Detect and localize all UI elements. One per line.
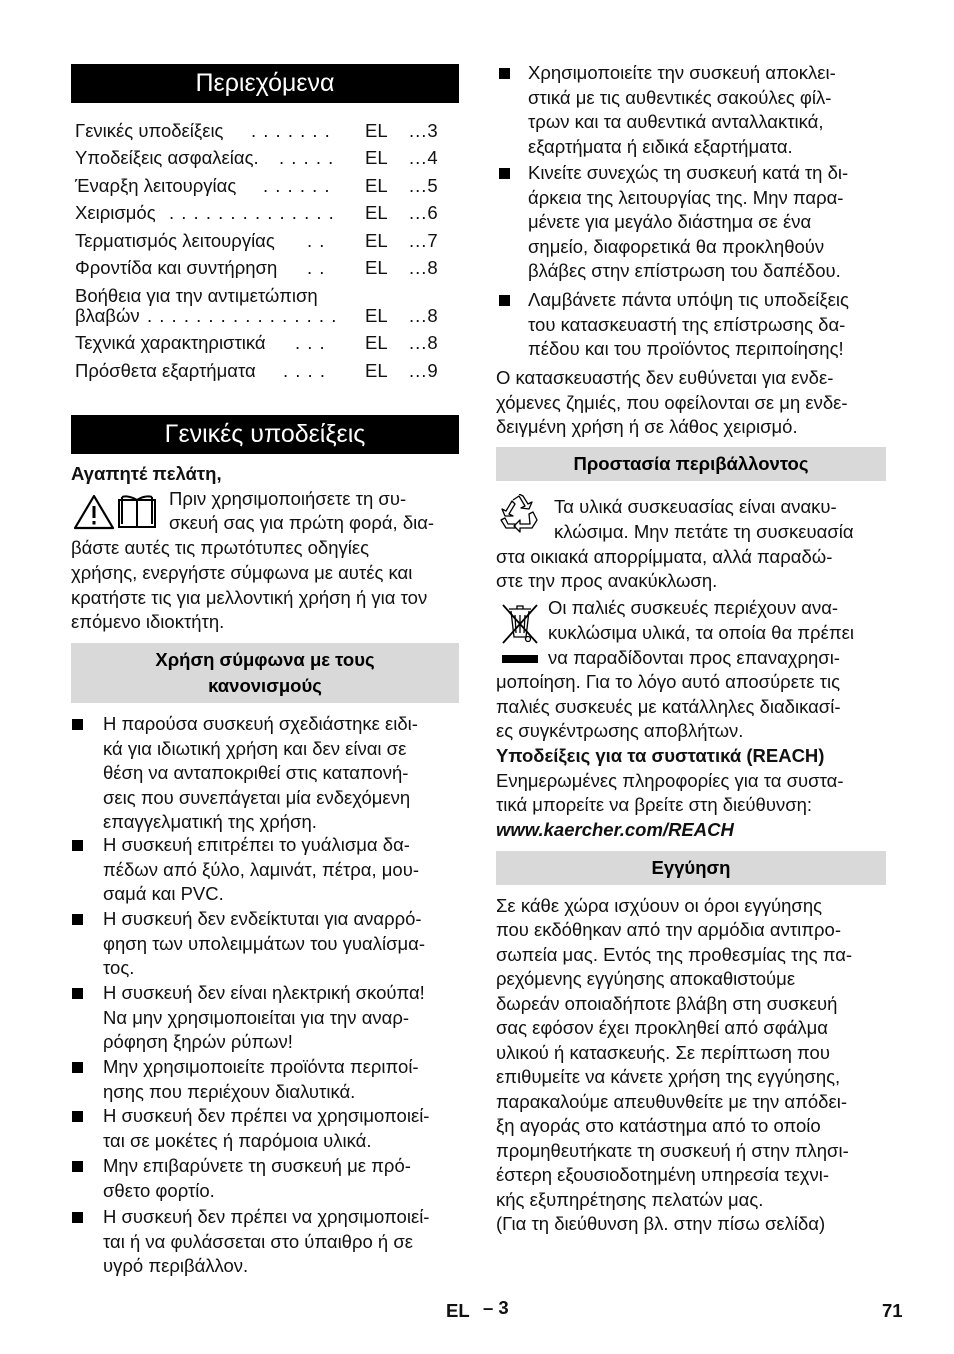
- warranty-line: (Για τη διεύθυνση βλ. στην πίσω σελίδα): [496, 1213, 826, 1234]
- environment-heading: Προστασία περιβάλλοντος: [496, 447, 886, 481]
- recycle-line: Τα υλικά συσκευασίας είναι ανακυ-: [554, 496, 837, 517]
- bullet-marker-icon: [72, 719, 83, 730]
- toc-entry[interactable]: Υποδείξεις ασφαλείας. . . . . . EL ...4: [75, 147, 439, 168]
- warranty-line: ξη αγοράς στο κατάστημα από το οποίο: [496, 1115, 821, 1136]
- reach-link[interactable]: www.kaercher.com/REACH: [496, 819, 734, 840]
- intro-line: Πριν χρησιμοποιήσετε τη συ-: [169, 488, 407, 509]
- bullet-marker-icon: [72, 988, 83, 999]
- weee-line: κυκλώσιμα υλικά, τα οποία θα πρέπει: [548, 622, 854, 643]
- footer-section-page: – 3: [483, 1297, 509, 1318]
- intro-line: σκευή σας για πρώτη φορά, δια-: [169, 512, 435, 533]
- warranty-line: σωπεία μας. Εντός της προθεσμίας της πα-: [496, 944, 853, 965]
- warranty-line: Σε κάθε χώρα ισχύουν οι όροι εγγύησης: [496, 895, 823, 916]
- recycle-line: στε την προς ανακύκλωση.: [496, 570, 718, 591]
- weee-line: παλιές συσκευές με κατάλληλες διαδικασί-: [496, 696, 841, 717]
- liability-line: Ο κατασκευαστής δεν ευθύνεται για ενδε-: [496, 367, 834, 388]
- toc-heading: Περιεχόμενα: [71, 64, 459, 103]
- reach-line: τικά μπορείτε να βρείτε στη διεύθυνση:: [496, 794, 813, 815]
- proper-use-heading: Χρήση σύμφωνα με τους κανονισμούς: [71, 643, 459, 703]
- toc-entry[interactable]: Τερματισμός λειτουργίας . . EL ...7: [75, 230, 439, 251]
- toc-entry[interactable]: Φροντίδα και συντήρηση . . EL ...8: [75, 257, 439, 278]
- warranty-heading: Εγγύηση: [496, 851, 886, 885]
- recycle-icon: [498, 494, 540, 534]
- warranty-line: παρακαλούμε απευθυνθείτε με την απόδει-: [496, 1091, 847, 1112]
- warranty-line: που εκδόθηκαν από την αρμόδια αντιπρο-: [496, 919, 841, 940]
- general-notes-heading: Γενικές υποδείξεις: [71, 415, 459, 454]
- toc-entry[interactable]: Έναρξη λειτουργίας . . . . . . EL ...5: [75, 175, 439, 196]
- warning-manual-icon: [73, 494, 159, 530]
- weee-line: ες συγκέντρωσης αποβλήτων.: [496, 720, 744, 741]
- intro-line: κρατήστε τις για μελλοντική χρήση ή για τον: [71, 587, 428, 608]
- warranty-line: προμηθευτήκατε τη συσκευή ή στην πλησι-: [496, 1140, 849, 1161]
- reach-heading: Υποδείξεις για τα συστατικά (REACH): [496, 745, 825, 766]
- toc-entry[interactable]: Τεχνικά χαρακτηριστικά . . . EL ...8: [75, 332, 439, 353]
- liability-line: χόμενες ζημιές, που οφείλονται σε μη ενδε-: [496, 392, 848, 413]
- warranty-line: σας εφόσον έχει προκληθεί από σφάλμα: [496, 1017, 829, 1038]
- bullet-marker-icon: [72, 1161, 83, 1172]
- toc-entry[interactable]: Πρόσθετα εξαρτήματα . . . . EL ...9: [75, 360, 439, 381]
- intro-line: βάστε αυτές τις πρωτότυπες οδηγίες: [71, 537, 370, 558]
- warranty-line: δωρεάν οποιαδήποτε βλάβη στη συσκευή: [496, 993, 838, 1014]
- intro-line: χρήσης, ενεργήστε σύμφωνα με αυτές και: [71, 562, 413, 583]
- toc-entry[interactable]: βλαβών . . . . . . . . . . . . . . . . EL ...8: [75, 305, 439, 326]
- toc-entry-title-line1[interactable]: Βοήθεια για την αντιμετώπιση: [75, 285, 318, 306]
- footer-language: EL: [446, 1300, 470, 1321]
- reach-line: Ενημερωμένες πληροφορίες για τα συστα-: [496, 770, 844, 791]
- warranty-line: υλικού ή κατασκευής. Σε περίπτωση που: [496, 1042, 830, 1063]
- greeting: Αγαπητέ πελάτη,: [71, 463, 222, 484]
- weee-line: Οι παλιές συσκευές περιέχουν ανα-: [548, 597, 839, 618]
- crossed-bin-icon: [500, 599, 540, 665]
- recycle-line: στα οικιακά απορρίμματα, αλλά παραδώ-: [496, 546, 833, 567]
- bullet-marker-icon: [72, 840, 83, 851]
- toc-entry[interactable]: Χειρισμός . . . . . . . . . . . . . . EL ...6: [75, 202, 439, 223]
- warranty-line: έστερη εξουσιοδοτημένη υπηρεσία τεχνι-: [496, 1164, 830, 1185]
- bullet-marker-icon: [499, 168, 510, 179]
- bullet-marker-icon: [72, 1062, 83, 1073]
- recycle-line: κλώσιμα. Μην πετάτε τη συσκευασία: [554, 521, 854, 542]
- warranty-line: επιθυμείτε να κάνετε χρήση της εγγύησης,: [496, 1066, 841, 1087]
- warranty-line: κής εξυπηρέτησης πελατών μας.: [496, 1189, 764, 1210]
- bullet-marker-icon: [72, 1212, 83, 1223]
- intro-line: επόμενο ιδιοκτήτη.: [71, 611, 225, 632]
- weee-line: να παραδίδονται προς επαναχρησι-: [548, 647, 840, 668]
- bullet-marker-icon: [72, 1111, 83, 1122]
- footer-page-number: 71: [882, 1300, 903, 1321]
- bullet-marker-icon: [72, 914, 83, 925]
- bullet-marker-icon: [499, 68, 510, 79]
- liability-line: δειγμένη χρήση ή σε λάθος χειρισμό.: [496, 416, 798, 437]
- toc-entry[interactable]: Γενικές υποδείξεις . . . . . . . EL ...3: [75, 120, 439, 141]
- weee-line: μοποίηση. Για το λόγο αυτό αποσύρετε τις: [496, 671, 840, 692]
- bullet-marker-icon: [499, 295, 510, 306]
- warranty-line: ρεχόμενης εγγύησης αποκαθιστούμε: [496, 968, 796, 989]
